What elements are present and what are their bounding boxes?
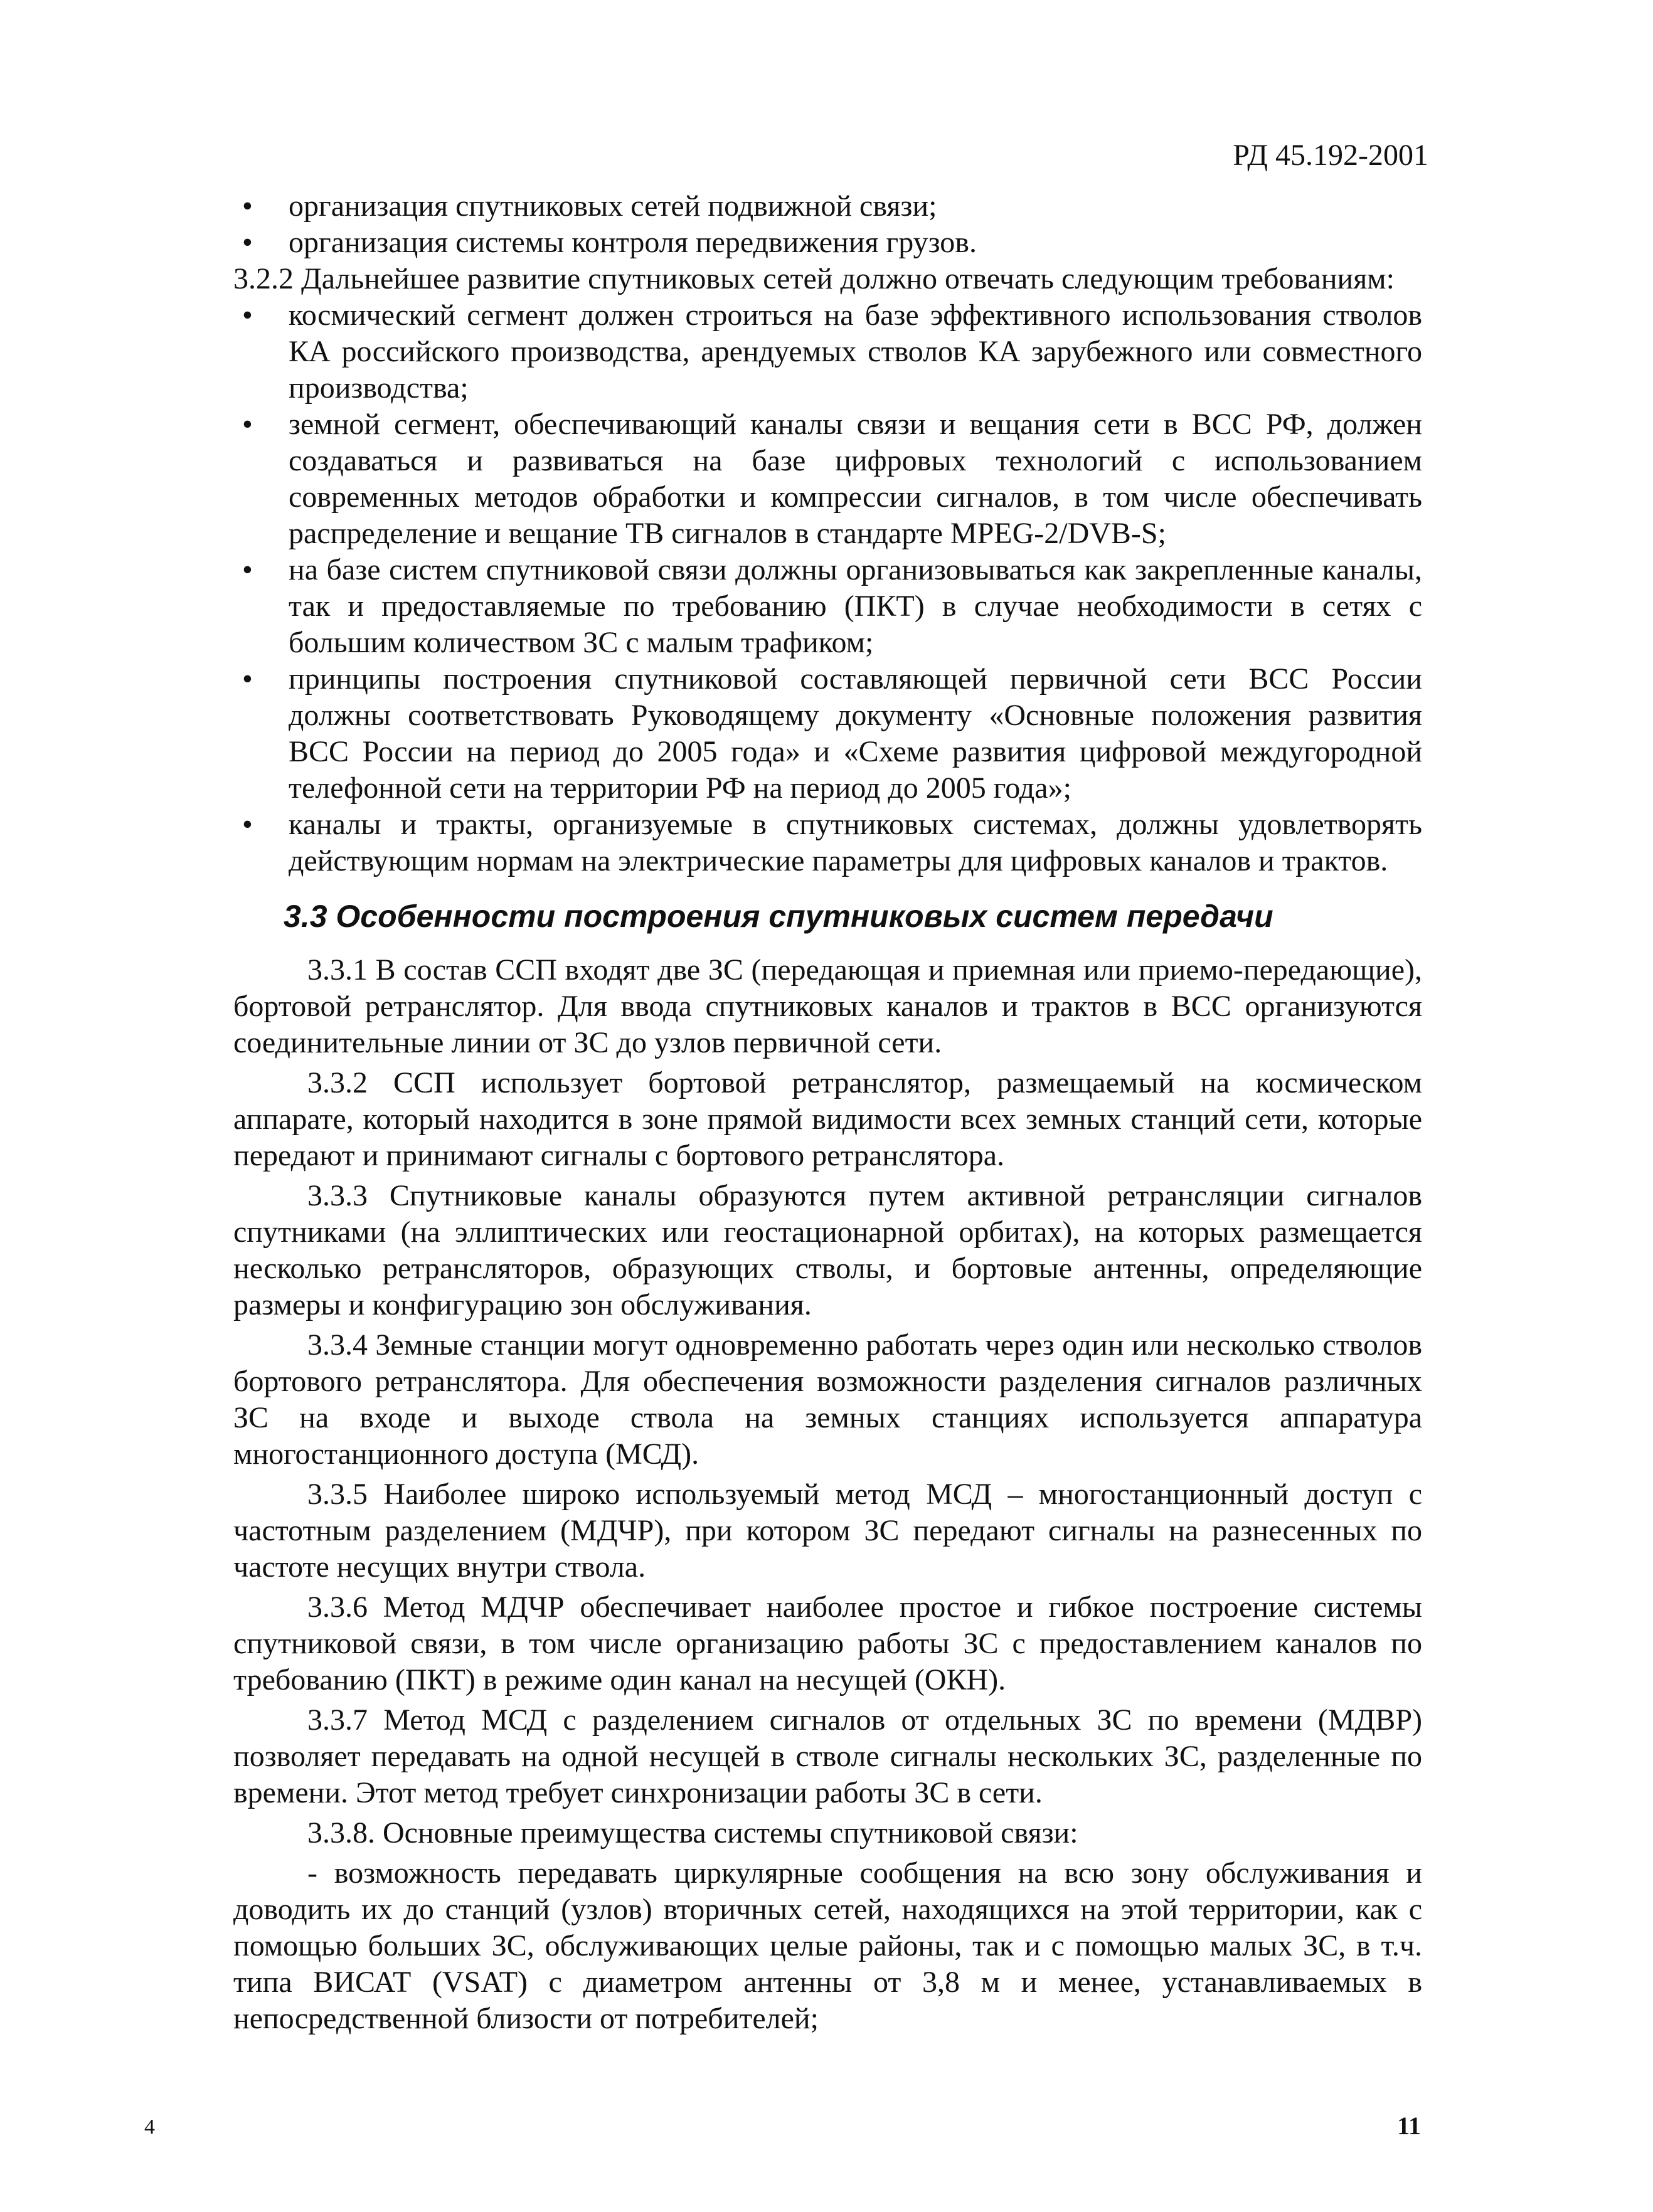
bullet-item: • организация системы контроля передвижения грузов.: [233, 225, 1422, 261]
bullet-item: • земной сегмент, обеспечивающий каналы связи и вещания сети в ВСС РФ, должен создаваться и развиваться на базе цифровых технологий с использованием современных методов обработки и компрессии сигналов, в том числе обеспечивать распределение и вещание ТВ сигналов в стандарте MPEG-2/DVB-S;: [233, 406, 1422, 552]
page-number-left: 4: [144, 2115, 155, 2139]
dash-list-item: - возможность передавать циркулярные сообщения на всю зону обслуживания и доводить их до станций (узлов) вторичных сетей, находящихся на этой территории, как с помощью больших ЗС, обслуживающих целые районы, так и с помощью малых ЗС, в т.ч. типа ВИСАТ (VSAT) с диаметром антенны от 3,8 м и менее, устанавливаемых в непосредственной близости от потребителей;: [233, 1856, 1422, 2035]
bullet-item: • организация спутниковых сетей подвижной связи;: [233, 188, 1422, 225]
section-title-3-3: 3.3 Особенности построения спутниковых систем передачи: [284, 899, 1273, 934]
page-number-right: 11: [1397, 2112, 1421, 2140]
paragraph-3-3-7: 3.3.7 Метод МСД с разделением сигналов от отдельных ЗС по времени (МДВР) позволяет передавать на одной несущей в стволе сигналы нескольких ЗС, разделенные по времени. Этот метод требует синхронизации работы ЗС в сети.: [233, 1703, 1422, 1809]
bullet-item: • каналы и тракты, организуемые в спутниковых системах, должны удовлетворять действующим нормам на электрические параметры для цифровых каналов и трактов.: [233, 807, 1422, 879]
bullet-item: • космический сегмент должен строиться на базе эффективного использования стволов КА российского производства, арендуемых стволов КА зарубежного или совместного производства;: [233, 297, 1422, 406]
paragraph-3-3-5: 3.3.5 Наиболее широко используемый метод МСД – многостанционный доступ с частотным разделением (МДЧР), при котором ЗС передают сигналы на разнесенных по частоте несущих внутри ствола.: [233, 1478, 1422, 1584]
paragraph-3-2-2-intro: 3.2.2 Дальнейшее развитие спутниковых сетей должно отвечать следующим требованиям:: [233, 262, 1395, 295]
paragraph-3-3-1: 3.3.1 В состав ССП входят две ЗС (передающая и приемная или приемо-передающие), бортовой ретранслятор. Для ввода спутниковых каналов и трактов в ВСС организуются соединительные линии от ЗС до узлов первичной сети.: [233, 953, 1422, 1059]
bullet-list-3-2-2: [233, 297, 1422, 879]
page-content: [233, 188, 1422, 2037]
paragraph-3-3-6: 3.3.6 Метод МДЧР обеспечивает наиболее простое и гибкое построение системы спутниковой связи, в том числе организацию работы ЗС с предоставлением каналов по требованию (ПКТ) в режиме один канал на несущей (ОКН).: [233, 1590, 1422, 1696]
bullet-item: • на базе систем спутниковой связи должны организовываться как закрепленные каналы, так и предоставляемые по требованию (ПКТ) в случае необходимости в сетях с большим количеством ЗС с малым трафиком;: [233, 552, 1422, 661]
bullet-list-top: [233, 188, 1422, 261]
paragraph-3-3-3: 3.3.3 Спутниковые каналы образуются путем активной ретрансляции сигналов спутниками (на эллиптических или геостационарной орбитах), на которых размещается несколько ретрансляторов, образующих стволы, и бортовые антенны, определяющие размеры и конфигурацию зон обслуживания.: [233, 1179, 1422, 1321]
document-code: РД 45.192-2001: [1233, 139, 1428, 172]
paragraph-3-3-8: 3.3.8. Основные преимущества системы спутниковой связи:: [307, 1816, 1078, 1850]
paragraph-3-3-2: 3.3.2 ССП использует бортовой ретранслятор, размещаемый на космическом аппарате, который находится в зоне прямой видимости всех земных станций сети, которые передают и принимают сигналы с бортового ретранслятора.: [233, 1066, 1422, 1172]
paragraph-3-3-4: 3.3.4 Земные станции могут одновременно работать через один или несколько стволов бортового ретранслятора. Для обеспечения возможности разделения сигналов различных ЗС на входе и выходе ствола на земных станциях используется аппаратура многостанционного доступа (МСД).: [233, 1328, 1422, 1471]
bullet-item: • принципы построения спутниковой составляющей первичной сети ВСС России должны соответствовать Руководящему документу «Основные положения развития ВСС России на период до 2005 года» и «Схеме развития цифровой междугородной телефонной сети на территории РФ на период до 2005 года»;: [233, 661, 1422, 807]
